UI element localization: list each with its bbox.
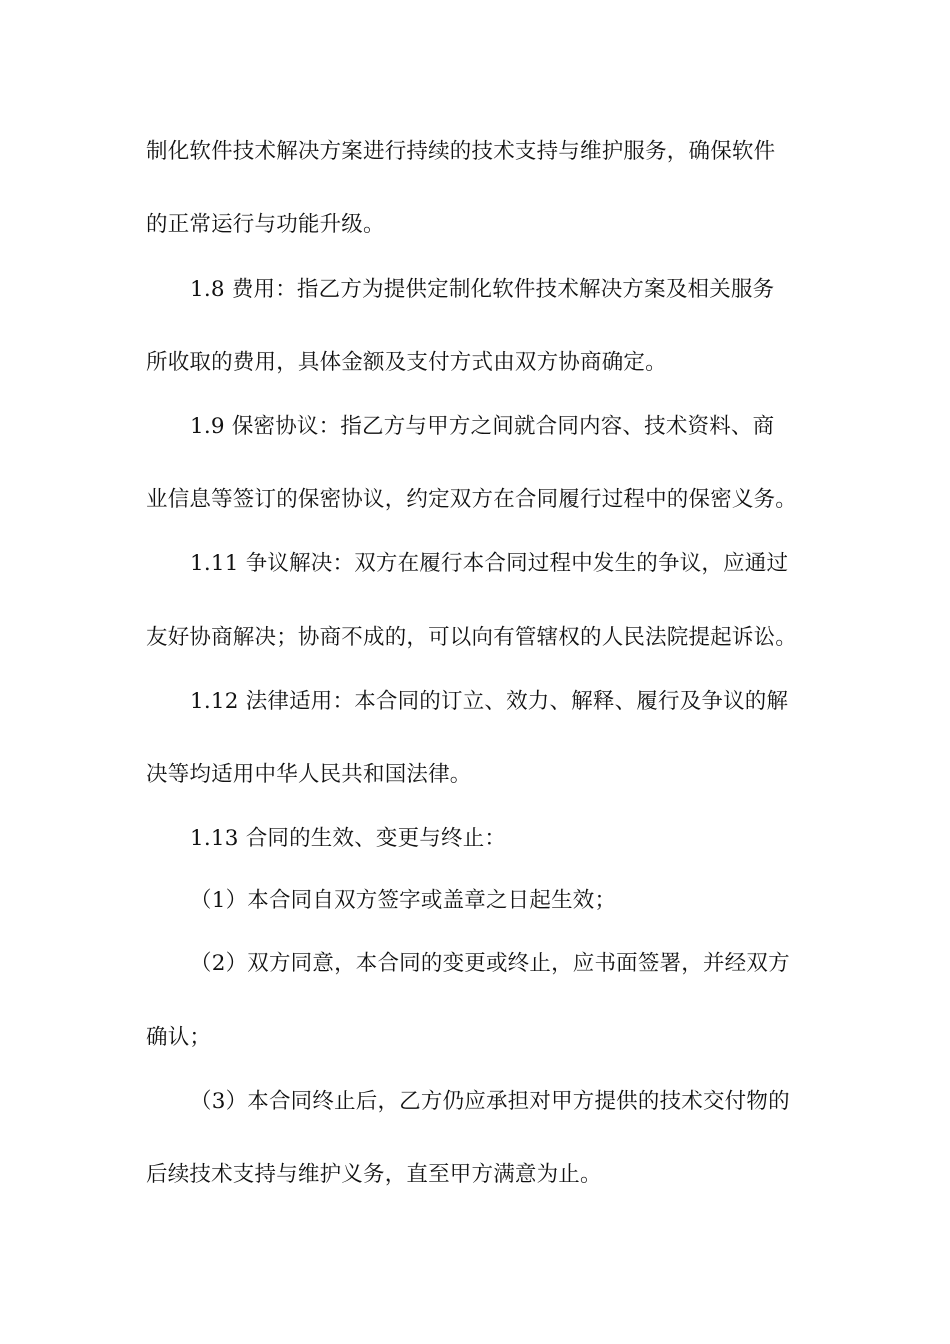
body-line: 所收取的费用，具体金额及支付方式由双方协商确定。 xyxy=(146,350,667,375)
body-line: 友好协商解决；协商不成的，可以向有管辖权的人民法院提起诉讼。 xyxy=(146,625,798,650)
item-3-line: （3）本合同终止后，乙方仍应承担对甲方提供的技术交付物的 xyxy=(190,1089,790,1114)
clause-1-9-line: 1.9 保密协议：指乙方与甲方之间就合同内容、技术资料、商 xyxy=(190,414,775,439)
body-line: 制化软件技术解决方案进行持续的技术支持与维护服务，确保软件 xyxy=(146,139,776,164)
item-2-line: （2）双方同意，本合同的变更或终止，应书面签署，并经双方 xyxy=(190,951,790,976)
clause-1-12-line: 1.12 法律适用：本合同的订立、效力、解释、履行及争议的解 xyxy=(190,689,789,714)
clause-1-13-line: 1.13 合同的生效、变更与终止： xyxy=(190,826,507,851)
body-line: 的正常运行与功能升级。 xyxy=(146,212,385,237)
body-line: 决等均适用中华人民共和国法律。 xyxy=(146,762,472,787)
item-1-line: （1）本合同自双方签字或盖章之日起生效； xyxy=(190,888,617,913)
clause-1-11-line: 1.11 争议解决：双方在履行本合同过程中发生的争议，应通过 xyxy=(190,551,789,576)
body-line: 后续技术支持与维护义务，直至甲方满意为止。 xyxy=(146,1162,602,1187)
body-line: 确认； xyxy=(146,1025,212,1050)
body-line: 业信息等签订的保密协议，约定双方在合同履行过程中的保密义务。 xyxy=(146,487,798,512)
clause-1-8-line: 1.8 费用：指乙方为提供定制化软件技术解决方案及相关服务 xyxy=(190,277,775,302)
